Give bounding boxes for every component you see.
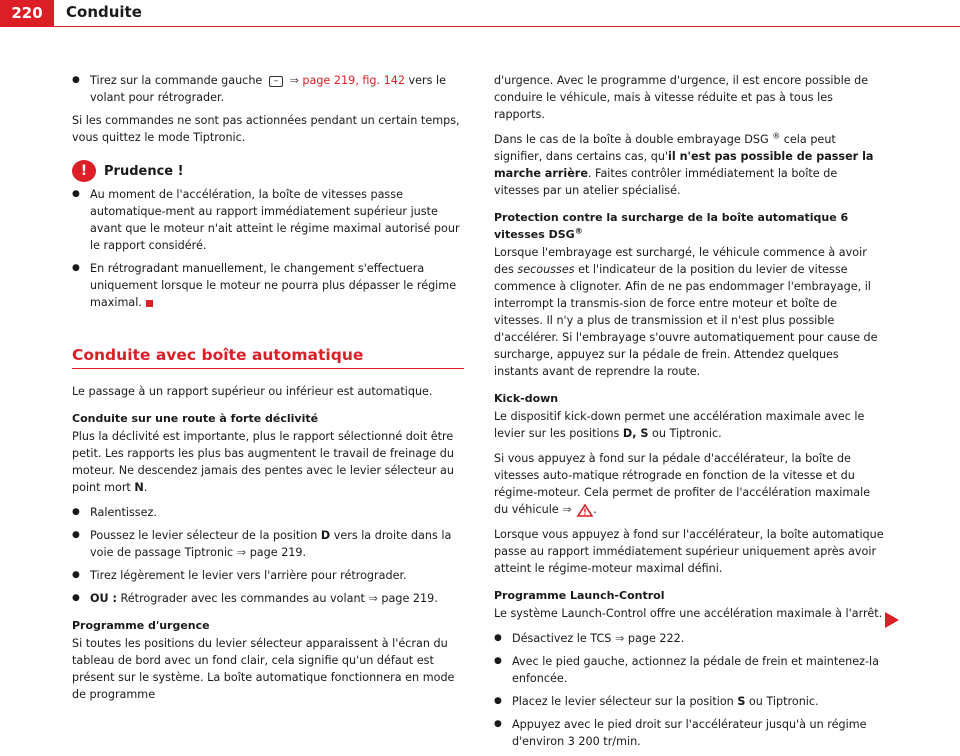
list-item: ● OU : Rétrograder avec les commandes au volant ⇒ page 219. [72,590,464,607]
subheading: Conduite sur une route à forte déclivité [72,412,319,425]
paragraph: Le système Launch-Control offre une accélération maximale à l'arrêt. [494,607,883,620]
list-item: ● Ralentissez. [72,504,464,521]
caution-header [72,160,464,182]
paragraph: Si vous appuyez à fond sur la pédale d'accélérateur, la boîte de vitesses auto-matique rétrograde en fonction de la vitesse et du régime-moteur. Cela permet de profiter de l'accélération maximale du véhicule ⇒ . [494,452,871,516]
subheading: Programme Launch-Control [494,589,665,602]
left-column [72,72,464,711]
next-page-arrow-icon[interactable] [885,612,899,628]
list-item: ● Poussez le levier sélecteur de la position D vers la droite dans la voie de passage Tiptronic ⇒ page 219. [72,527,464,561]
paragraph: Le dispositif kick-down permet une accélération maximale avec le levier sur les positions D, S ou Tiptronic. [494,410,865,440]
arrow-icon: ⇒ [562,503,572,516]
page-number: 220 [0,0,54,27]
warning-triangle-icon[interactable] [577,504,593,517]
section-rule [72,368,464,369]
list-item: ● Avec le pied gauche, actionnez la pédale de frein et maintenez-la enfoncée. [494,653,886,687]
paragraph: Plus la déclivité est importante, plus le rapport sélectionné doit être petit. Les rapports les plus bas augmentent le travail de freinage du moteur. Ne descendez jamais des pentes avec le levier sélecteur au point mort N. [72,430,454,494]
caution-title: Prudence ! [104,163,184,179]
list-item: ● Tirez légèrement le levier vers l'arrière pour rétrograder. [72,567,464,584]
chapter-title: Conduite [66,3,142,21]
page-header [0,0,960,30]
page-link[interactable]: page 222. [624,632,685,645]
page-link[interactable]: page 219, fig. 142 [302,74,405,87]
arrow-icon: ⇒ [236,546,247,559]
paragraph: d'urgence. Avec le programme d'urgence, il est encore possible de conduire le véhicule, mais à vitesse réduite et pas à tous les rapports. [494,74,869,121]
paragraph: Si toutes les positions du levier sélecteur apparaissent à l'écran du tableau de bord avec un fond clair, cela signifie qu'un défaut est présent sur le système. La boîte automatique fonctionnera en mode de programme [72,637,455,701]
list-item: ● Placez le levier sélecteur sur la position S ou Tiptronic. [494,693,886,710]
paragraph: Si les commandes ne sont pas actionnées pendant un certain temps, vous quittez le mode Tiptronic. [72,114,460,144]
paragraph: Lorsque l'embrayage est surchargé, le véhicule commence à avoir des secousses et l'indicateur de la position du levier de vitesse commence à clignoter. Afin de ne pas endommager l'embrayage, il interrompt la transmis-sion de force entre moteur et boîte de vitesses. Il n'y a plus de transmission et il n'est plus possible d'accélérer. Si l'embrayage s'ouvre automatiquement pour cause de surcharge, appuyez sur la pédale de frein. Attendez quelques instants avant de reprendre la route. [494,246,878,378]
minus-button-icon: – [269,76,283,87]
list-item: ● Appuyez avec le pied droit sur l'accélérateur jusqu'à un régime d'environ 3 200 tr/min. [494,716,886,750]
page-link[interactable]: page 219. [377,592,438,605]
paragraph: Le passage à un rapport supérieur ou inférieur est automatique. [72,385,433,398]
list-item: ● Tirez sur la commande gauche – ⇒ page 219, fig. 142 vers le volant pour rétrograder. [72,72,464,106]
subheading: Kick-down [494,392,559,405]
subheading: Protection contre la surcharge de la boîte automatique 6 vitesses DSG® [494,211,849,241]
arrow-icon: ⇒ [614,632,625,645]
arrow-icon: ⇒ [368,592,378,605]
caution-icon: ! [72,160,96,182]
right-column [494,72,886,756]
page-link[interactable]: page 219. [246,546,307,559]
subheading: Programme d'urgence [72,619,210,632]
list-item: ● En rétrogradant manuellement, le changement s'effectuera uniquement lorsque le moteur ne pourra plus dépasser le régime maximal. [72,260,464,311]
paragraph: Dans le cas de la boîte à double embrayage DSG ® cela peut signifier, dans certains cas, qu'il n'est pas possible de passer la marche arrière. Faites contrôler immédiatement la boîte de vitesses par un atelier spécialisé. [494,131,874,197]
arrow-icon: ⇒ [289,74,299,87]
paragraph: Lorsque vous appuyez à fond sur l'accélérateur, la boîte automatique passe au rapport immédiatement supérieur uniquement après avoir atteint le régime-moteur maximal défini. [494,528,884,575]
list-item: ● Au moment de l'accélération, la boîte de vitesses passe automatique-ment au rapport immédiatement supérieur juste avant que le moteur n'ait atteint le régime maximal autorisé pour le rapport considéré. [72,186,464,254]
end-square-icon [146,300,153,307]
section-title: Conduite avec boîte automatique [72,346,364,364]
list-item: ● Désactivez le TCS ⇒ page 222. [494,630,886,647]
header-rule [0,26,960,27]
